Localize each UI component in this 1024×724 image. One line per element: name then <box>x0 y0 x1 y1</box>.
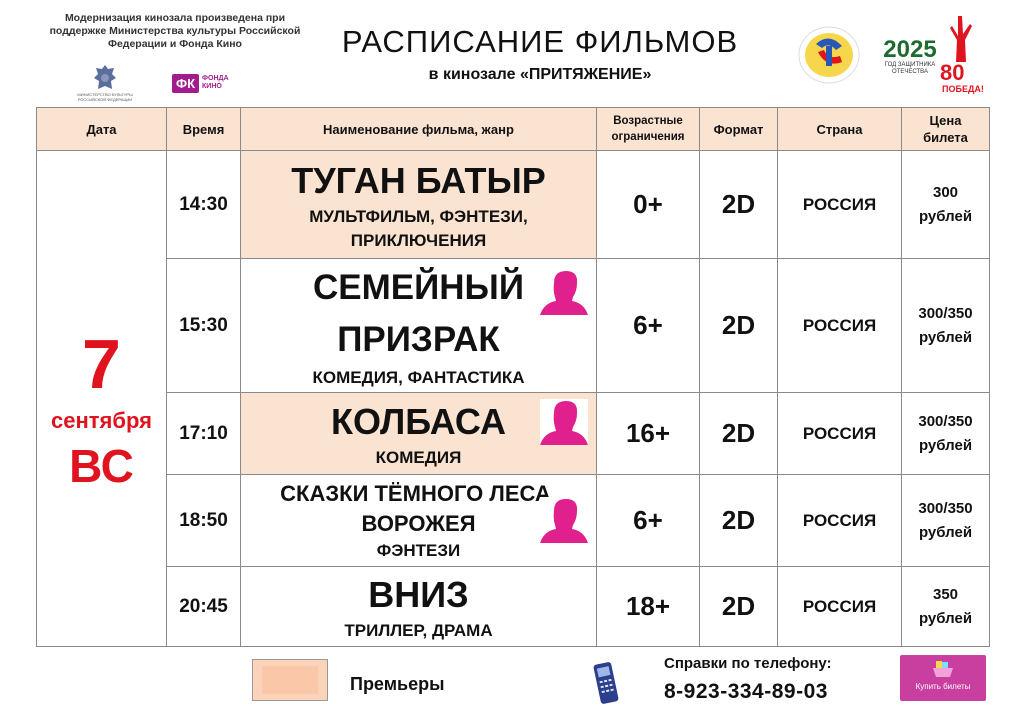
page-title: РАСПИСАНИЕ ФИЛЬМОВ <box>341 24 739 59</box>
phone-number[interactable]: 8-923-334-89-03 <box>664 680 828 703</box>
header-price-line-1: Цена <box>929 113 962 128</box>
country: РОССИЯ <box>778 259 902 393</box>
age-rating: 6+ <box>597 475 700 567</box>
price-unit: рублей <box>918 436 973 454</box>
header-date: Дата <box>37 108 167 151</box>
ticket-price <box>902 151 990 259</box>
film-genre: МУЛЬТФИЛЬМ, ФЭНТЕЗИ, <box>309 206 528 226</box>
price-unit: рублей <box>918 609 973 627</box>
film-title-line-2: ВОРОЖЕЯ <box>361 510 476 536</box>
premiere-legend-swatch-fill <box>262 666 318 694</box>
price-value: 300/350 <box>918 499 973 517</box>
ticket-price <box>902 259 990 393</box>
date-cell <box>37 151 167 647</box>
country: РОССИЯ <box>778 567 902 647</box>
film-title: СЕМЕЙНЫЙ <box>313 267 524 307</box>
film-cell[interactable] <box>241 393 597 475</box>
showtime: 18:50 <box>167 475 241 567</box>
format: 2D <box>700 259 778 393</box>
ticket-price <box>902 567 990 647</box>
film-title: ВНИЗ <box>368 573 469 615</box>
film-genre: КОМЕДИЯ <box>375 447 462 467</box>
film-cell[interactable] <box>241 259 597 393</box>
table-row <box>37 259 990 393</box>
header-price-line-2: билета <box>923 130 968 145</box>
header-format: Формат <box>700 108 778 151</box>
fk-logo-text <box>202 75 229 91</box>
format: 2D <box>700 567 778 647</box>
country: РОССИЯ <box>778 151 902 259</box>
victory-logo-number: 80 <box>940 60 965 85</box>
showtime: 20:45 <box>167 567 241 647</box>
country: РОССИЯ <box>778 393 902 475</box>
table-row <box>37 151 990 259</box>
film-genre: КОМЕДИЯ, ФАНТАСТИКА <box>312 367 525 387</box>
header-time: Время <box>167 108 241 151</box>
date-month: сентября <box>51 407 152 433</box>
pushkin-card-icon <box>540 497 588 543</box>
ticket-price <box>902 475 990 567</box>
header-age-line-2: ограничения <box>611 131 685 143</box>
pushkin-card-icon <box>540 269 588 315</box>
format: 2D <box>700 151 778 259</box>
age-rating: 6+ <box>597 259 700 393</box>
country: РОССИЯ <box>778 475 902 567</box>
fond-kino-logo <box>172 72 229 94</box>
date-weekday: ВС <box>69 439 134 492</box>
film-genre-line-2: ПРИКЛЮЧЕНИЯ <box>350 230 487 250</box>
premiere-legend-label: Премьеры <box>350 674 445 694</box>
film-title: ТУГАН БАТЫР <box>291 159 546 201</box>
price-unit: рублей <box>918 328 973 346</box>
film-genre: ТРИЛЛЕР, ДРАМА <box>344 620 493 640</box>
showtime: 14:30 <box>167 151 241 259</box>
header-price <box>902 108 990 151</box>
table-header-row <box>37 108 990 151</box>
showtime: 15:30 <box>167 259 241 393</box>
price-unit: рублей <box>918 523 973 541</box>
year-logo-caption: ГОД ЗАЩИТНИКА ОТЕЧЕСТВА <box>884 62 936 75</box>
film-genre: ФЭНТЕЗИ <box>376 540 461 560</box>
schedule-table <box>36 107 990 647</box>
table-row <box>37 393 990 475</box>
film-title-line-2: ПРИЗРАК <box>337 319 500 359</box>
pushkin-card-icon <box>540 399 588 445</box>
date-day: 7 <box>82 324 121 403</box>
ministry-emblem-icon <box>92 63 118 93</box>
victory-logo-text: ПОБЕДА! <box>942 84 984 94</box>
showtime: 17:10 <box>167 393 241 475</box>
ticket-price <box>902 393 990 475</box>
page-subtitle: в кинозале «ПРИТЯЖЕНИЕ» <box>428 66 652 83</box>
victory-80-logo-icon <box>938 14 984 94</box>
fk-logo-text-1: ФОНДА <box>202 75 229 82</box>
buy-tickets-label: Купить билеты <box>915 682 971 691</box>
fk-logo-mark: ФК <box>172 74 199 93</box>
year-defender-logo <box>880 38 940 76</box>
phone-icon <box>592 660 620 706</box>
info-phone-label: Справки по телефону: <box>664 655 832 672</box>
age-rating: 16+ <box>597 393 700 475</box>
support-note: Модернизация кинозала произведена при поддержке Министерства культуры Российской Федерации и Фонда Кино <box>49 12 301 50</box>
header-film: Наименование фильма, жанр <box>241 108 597 151</box>
film-cell[interactable] <box>241 475 597 567</box>
table-row <box>37 567 990 647</box>
age-rating: 0+ <box>597 151 700 259</box>
header-age <box>597 108 700 151</box>
price-value: 350 <box>932 585 959 603</box>
format: 2D <box>700 475 778 567</box>
header-age-line-1: Возрастные <box>613 115 683 127</box>
age-rating: 18+ <box>597 567 700 647</box>
film-title: КОЛБАСА <box>330 400 507 442</box>
film-cell[interactable] <box>241 151 597 259</box>
year-logo-number: 2025 <box>883 36 937 63</box>
premiere-legend-swatch <box>252 659 328 701</box>
price-value: 300/350 <box>918 412 973 430</box>
price-value: 300 <box>932 183 959 201</box>
price-unit: рублей <box>918 207 973 225</box>
ministry-caption: МИНИСТЕРСТВО КУЛЬТУРЫ РОССИЙСКОЙ ФЕДЕРАЦИИ <box>77 92 133 102</box>
culture-circle-logo-icon <box>796 24 862 86</box>
ticket-cart-icon <box>932 660 954 680</box>
film-cell[interactable] <box>241 567 597 647</box>
format: 2D <box>700 393 778 475</box>
header-country: Страна <box>778 108 902 151</box>
film-title: СКАЗКИ ТЁМНОГО ЛЕСА. <box>280 480 557 506</box>
fk-logo-text-2: КИНО <box>202 83 222 90</box>
table-row <box>37 475 990 567</box>
buy-tickets-button[interactable] <box>900 655 986 701</box>
price-value: 300/350 <box>918 304 973 322</box>
